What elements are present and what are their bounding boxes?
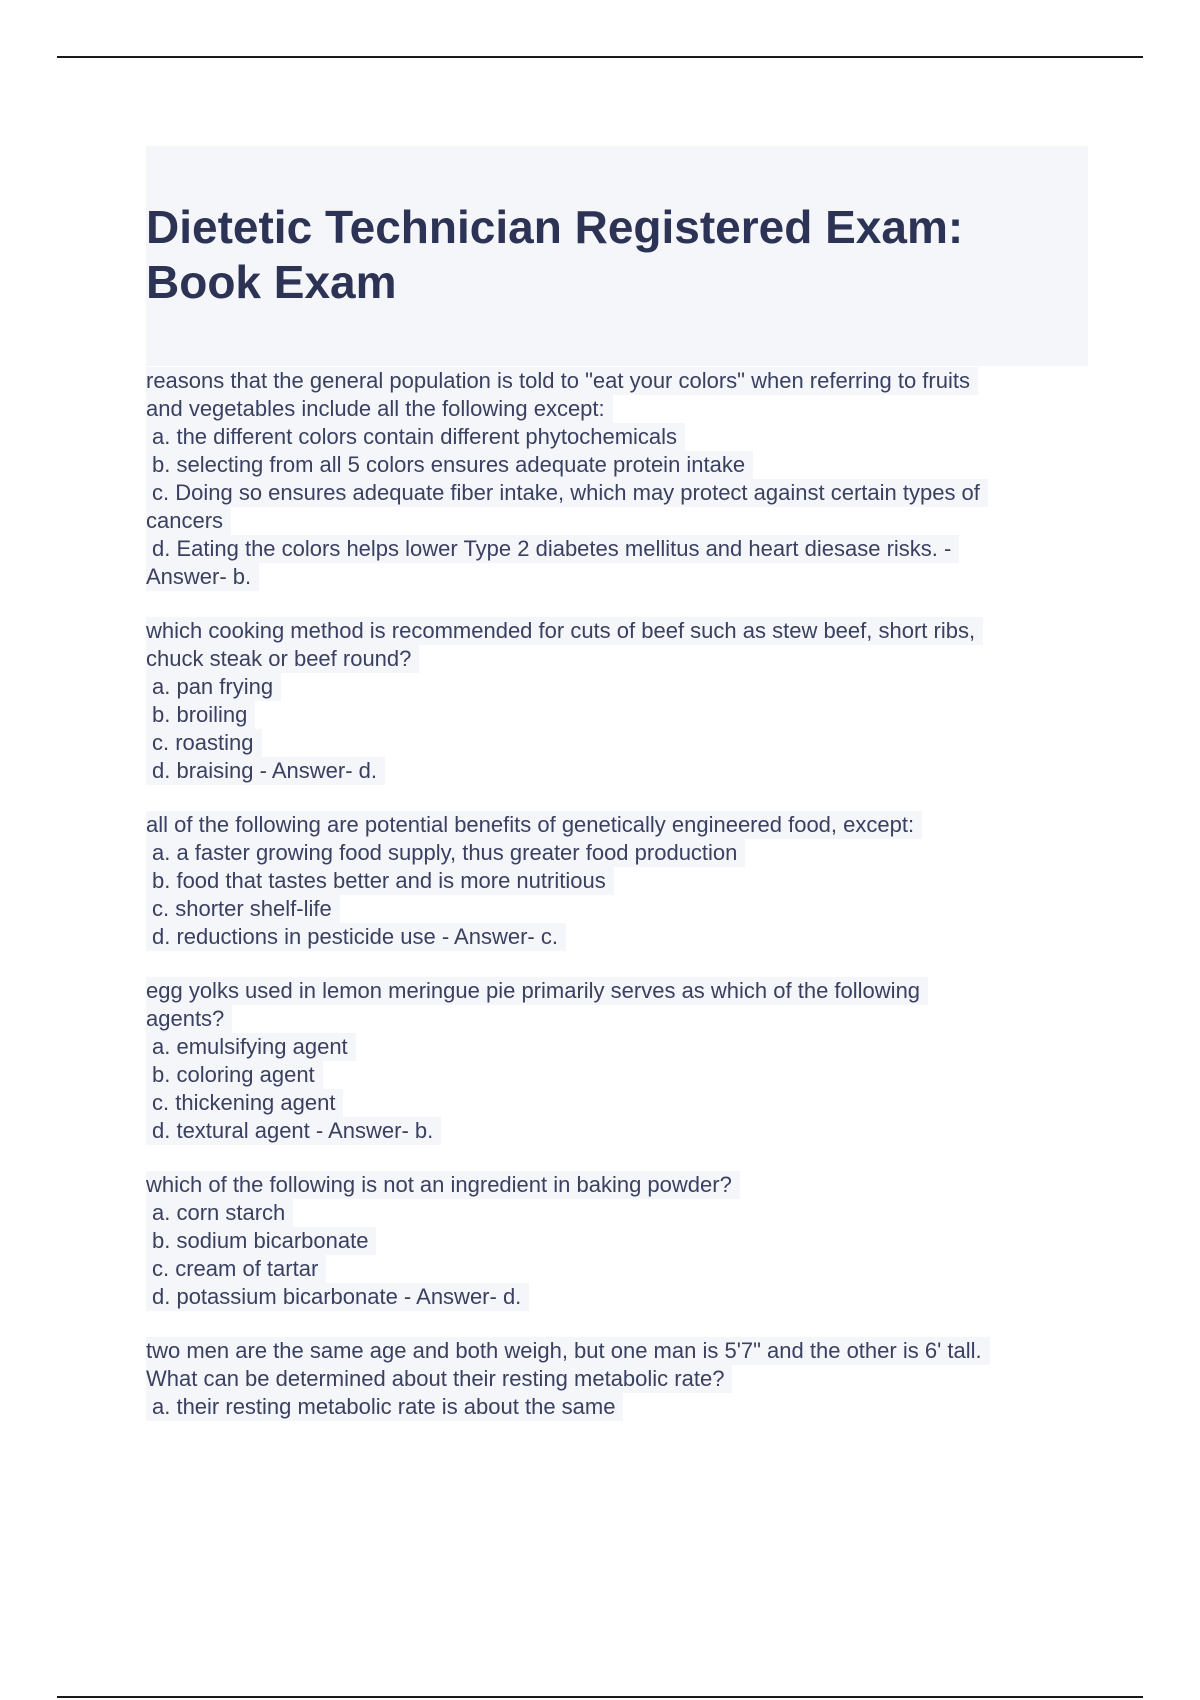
- question-text: chuck steak or beef round?: [146, 645, 419, 673]
- header-rule: [57, 56, 1143, 58]
- answer-option: b. selecting from all 5 colors ensures adequate protein intake: [146, 451, 753, 479]
- question-text: two men are the same age and both weigh, but one man is 5'7" and the other is 6' tall.: [146, 1337, 990, 1365]
- title-line-1: Dietetic Technician Registered Exam:: [146, 201, 964, 253]
- question-text: all of the following are potential benefits of genetically engineered food, except:: [146, 811, 922, 839]
- answer-option: d. reductions in pesticide use - Answer- c.: [146, 923, 566, 951]
- question-text: agents?: [146, 1005, 232, 1033]
- question-block: [146, 1337, 1086, 1421]
- answer-option: b. coloring agent: [146, 1061, 323, 1089]
- question-text: and vegetables include all the following except:: [146, 395, 613, 423]
- answer-option: d. textural agent - Answer- b.: [146, 1117, 441, 1145]
- question-block: [146, 977, 1086, 1145]
- question-text: reasons that the general population is told to "eat your colors" when referring to fruits: [146, 367, 978, 395]
- answer-option: a. the different colors contain different phytochemicals: [146, 423, 685, 451]
- answer-option: a. pan frying: [146, 673, 281, 701]
- question-block: [146, 367, 1086, 591]
- answer-option: b. broiling: [146, 701, 255, 729]
- answer-option: c. cream of tartar: [146, 1255, 326, 1283]
- answer-option: a. their resting metabolic rate is about the same: [146, 1393, 623, 1421]
- answer-option: c. roasting: [146, 729, 262, 757]
- answer-option: b. food that tastes better and is more nutritious: [146, 867, 614, 895]
- question-list: [146, 367, 1086, 1447]
- answer-option-continuation: cancers: [146, 507, 231, 535]
- question-text: which cooking method is recommended for cuts of beef such as stew beef, short ribs,: [146, 617, 983, 645]
- question-text: What can be determined about their resting metabolic rate?: [146, 1365, 732, 1393]
- answer-option: a. corn starch: [146, 1199, 293, 1227]
- answer-option: d. braising - Answer- d.: [146, 757, 385, 785]
- footer-rule: [57, 1696, 1143, 1698]
- answer-option: d. potassium bicarbonate - Answer- d.: [146, 1283, 529, 1311]
- question-block: [146, 811, 1086, 951]
- question-block: [146, 1171, 1086, 1311]
- question-text: which of the following is not an ingredient in baking powder?: [146, 1171, 740, 1199]
- answer-option: c. thickening agent: [146, 1089, 343, 1117]
- answer-key: Answer- b.: [146, 563, 259, 591]
- question-text: egg yolks used in lemon meringue pie primarily serves as which of the following: [146, 977, 928, 1005]
- answer-option: b. sodium bicarbonate: [146, 1227, 376, 1255]
- document-title: [146, 200, 1086, 310]
- title-line-2: Book Exam: [146, 256, 397, 308]
- answer-option: c. shorter shelf-life: [146, 895, 340, 923]
- answer-option: a. emulsifying agent: [146, 1033, 356, 1061]
- question-block: [146, 617, 1086, 785]
- answer-option: a. a faster growing food supply, thus greater food production: [146, 839, 745, 867]
- answer-option: d. Eating the colors helps lower Type 2 diabetes mellitus and heart diesase risks. -: [146, 535, 959, 563]
- answer-option: c. Doing so ensures adequate fiber intake, which may protect against certain types of: [146, 479, 988, 507]
